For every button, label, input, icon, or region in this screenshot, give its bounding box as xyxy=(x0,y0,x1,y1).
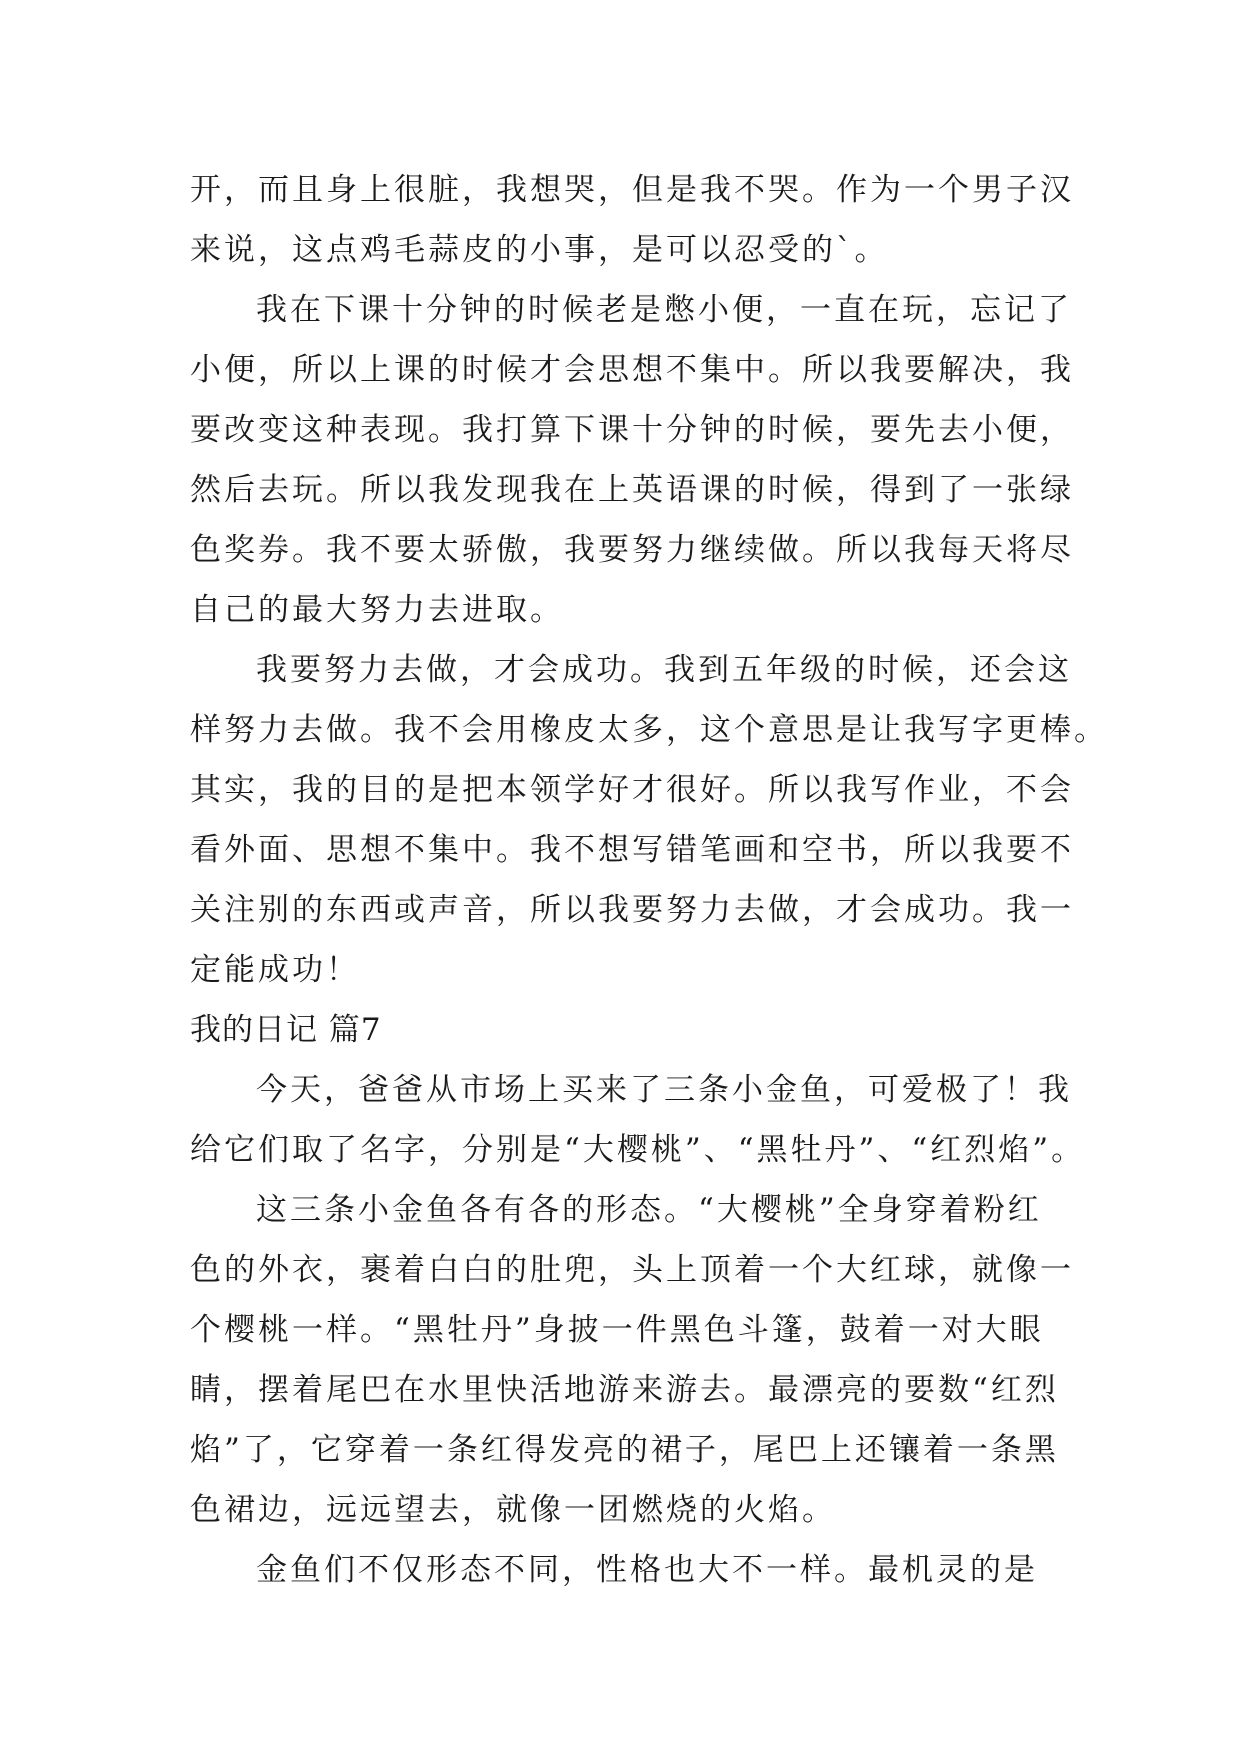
paragraph-start-line: 今天，爸爸从市场上买来了三条小金鱼，可爱极了！我 xyxy=(256,1072,1072,1108)
text-line: 睛，摆着尾巴在水里快活地游来游去。最漂亮的要数“红烈 xyxy=(190,1372,1059,1408)
section-heading: 我的日记 篇7 xyxy=(190,1012,382,1048)
text-line: 然后去玩。所以我发现我在上英语课的时候，得到了一张绿 xyxy=(190,472,1074,508)
paragraph-start-line: 这三条小金鱼各有各的形态。“大樱桃”全身穿着粉红 xyxy=(256,1192,1042,1228)
text-line: 样努力去做。我不会用橡皮太多，这个意思是让我写字更棒。 xyxy=(190,712,1108,748)
text-line: 焰”了，它穿着一条红得发亮的裙子，尾巴上还镶着一条黑 xyxy=(190,1432,1059,1468)
text-line: 色的外衣，裹着白白的肚兜，头上顶着一个大红球，就像一 xyxy=(190,1252,1074,1288)
text-line: 来说，这点鸡毛蒜皮的小事，是可以忍受的`。 xyxy=(190,232,889,268)
paragraph-start-line: 我在下课十分钟的时候老是憋小便，一直在玩，忘记了 xyxy=(256,292,1072,328)
text-line: 自己的最大努力去进取。 xyxy=(190,592,564,628)
text-line: 小便，所以上课的时候才会思想不集中。所以我要解决，我 xyxy=(190,352,1074,388)
paragraph-start-line: 我要努力去做，才会成功。我到五年级的时候，还会这 xyxy=(256,652,1072,688)
text-line: 给它们取了名字，分别是“大樱桃”、“黑牡丹”、“红烈焰”。 xyxy=(190,1132,1086,1168)
text-line: 定能成功！ xyxy=(190,952,360,988)
text-line: 色裙边，远远望去，就像一团燃烧的火焰。 xyxy=(190,1492,836,1528)
text-line: 色奖券。我不要太骄傲，我要努力继续做。所以我每天将尽 xyxy=(190,532,1074,568)
text-line: 关注别的东西或声音，所以我要努力去做，才会成功。我一 xyxy=(190,892,1074,928)
paragraph-start-line: 金鱼们不仅形态不同，性格也大不一样。最机灵的是 xyxy=(256,1552,1038,1588)
text-line: 要改变这种表现。我打算下课十分钟的时候，要先去小便， xyxy=(190,412,1074,448)
text-line: 个樱桃一样。“黑牡丹”身披一件黑色斗篷，鼓着一对大眼 xyxy=(190,1312,1044,1348)
text-line: 看外面、思想不集中。我不想写错笔画和空书，所以我要不 xyxy=(190,832,1074,868)
document-body xyxy=(190,160,1108,1600)
text-line: 开，而且身上很脏，我想哭，但是我不哭。作为一个男子汉 xyxy=(190,172,1074,208)
text-line: 其实，我的目的是把本领学好才很好。所以我写作业，不会 xyxy=(190,772,1074,808)
